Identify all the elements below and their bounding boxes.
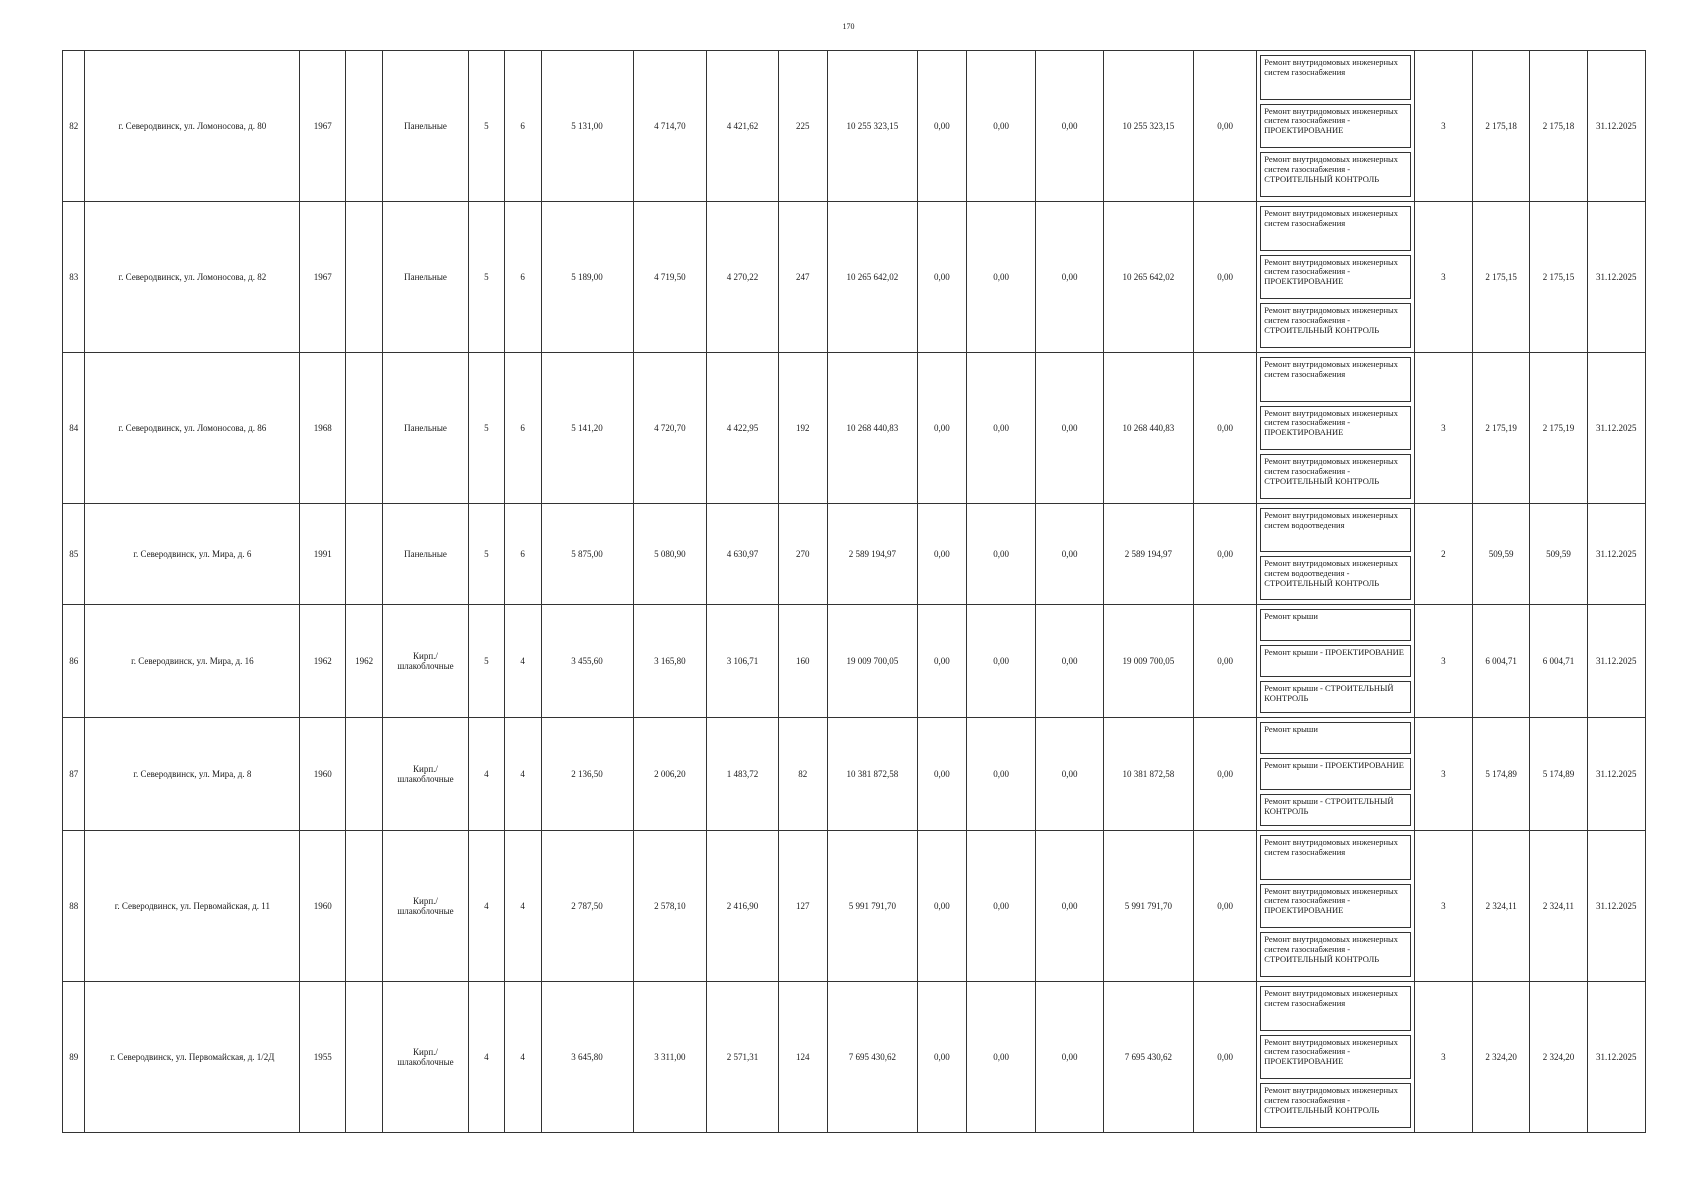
fund-other-cell: 0,00 xyxy=(1193,718,1256,831)
floors-cell: 5 xyxy=(468,504,504,605)
wall-material-cell: Панельные xyxy=(383,353,469,504)
work-item: Ремонт крыши - СТРОИТЕЛЬНЫЙ КОНТРОЛЬ xyxy=(1260,794,1410,826)
year-reconstruction-cell xyxy=(346,718,383,831)
address-cell: г. Северодвинск, ул. Мира, д. 16 xyxy=(85,605,300,718)
fund-owners-cell: 19 009 700,05 xyxy=(1103,605,1193,718)
table-row xyxy=(63,353,1646,504)
wall-material-cell: Кирп./шлакоблочные xyxy=(383,718,469,831)
cost-total-cell: 2 589 194,97 xyxy=(827,504,917,605)
work-item: Ремонт внутридомовых инженерных систем газоснабжения - ПРОЕКТИРОВАНИЕ xyxy=(1260,884,1410,929)
table-row xyxy=(63,718,1646,831)
area-premises-cell: 4 720,70 xyxy=(633,353,707,504)
work-item: Ремонт внутридомовых инженерных систем газоснабжения - ПРОЕКТИРОВАНИЕ xyxy=(1260,406,1410,451)
fund-other-cell: 0,00 xyxy=(1193,831,1256,982)
area-residential-cell: 4 270,22 xyxy=(707,202,779,353)
works-count-cell: 3 xyxy=(1414,202,1472,353)
floors-cell: 4 xyxy=(468,982,504,1133)
deadline-cell: 31.12.2025 xyxy=(1587,982,1645,1133)
fund-federal-cell: 0,00 xyxy=(917,51,966,202)
area-premises-cell: 3 165,80 xyxy=(633,605,707,718)
fund-federal-cell: 0,00 xyxy=(917,982,966,1133)
area-premises-cell: 2 578,10 xyxy=(633,831,707,982)
works-count-cell: 3 xyxy=(1414,51,1472,202)
work-item: Ремонт внутридомовых инженерных систем газоснабжения - СТРОИТЕЛЬНЫЙ КОНТРОЛЬ xyxy=(1260,1083,1410,1128)
work-item: Ремонт внутридомовых инженерных систем газоснабжения xyxy=(1260,986,1410,1031)
fund-local-cell: 0,00 xyxy=(1036,353,1103,504)
area-premises-cell: 4 714,70 xyxy=(633,51,707,202)
fund-federal-cell: 0,00 xyxy=(917,504,966,605)
works-count-cell: 3 xyxy=(1414,831,1472,982)
work-item: Ремонт внутридомовых инженерных систем газоснабжения xyxy=(1260,206,1410,251)
fund-federal-cell: 0,00 xyxy=(917,718,966,831)
address-cell: г. Северодвинск, ул. Мира, д. 6 xyxy=(85,504,300,605)
capital-repair-table xyxy=(62,50,1646,1133)
fund-owners-cell: 7 695 430,62 xyxy=(1103,982,1193,1133)
work-item: Ремонт внутридомовых инженерных систем газоснабжения - ПРОЕКТИРОВАНИЕ xyxy=(1260,1035,1410,1080)
table-row xyxy=(63,605,1646,718)
area-premises-cell: 5 080,90 xyxy=(633,504,707,605)
work-item: Ремонт внутридомовых инженерных систем газоснабжения xyxy=(1260,55,1410,100)
year-built-cell: 1967 xyxy=(300,51,346,202)
residents-cell: 127 xyxy=(778,831,827,982)
address-cell: г. Северодвинск, ул. Ломоносова, д. 82 xyxy=(85,202,300,353)
year-built-cell: 1955 xyxy=(300,982,346,1133)
unit-cost-cell: 6 004,71 xyxy=(1473,605,1530,718)
wall-material-cell: Панельные xyxy=(383,202,469,353)
works-count-cell: 3 xyxy=(1414,605,1472,718)
year-reconstruction-cell xyxy=(346,831,383,982)
fund-other-cell: 0,00 xyxy=(1193,51,1256,202)
cost-total-cell: 7 695 430,62 xyxy=(827,982,917,1133)
work-item: Ремонт крыши - ПРОЕКТИРОВАНИЕ xyxy=(1260,645,1410,677)
work-item: Ремонт внутридомовых инженерных систем газоснабжения xyxy=(1260,357,1410,402)
fund-federal-cell: 0,00 xyxy=(917,831,966,982)
floors-cell: 5 xyxy=(468,51,504,202)
floors-cell: 5 xyxy=(468,353,504,504)
work-item: Ремонт внутридомовых инженерных систем водоотведения xyxy=(1260,508,1410,552)
area-total-cell: 2 136,50 xyxy=(541,718,633,831)
fund-owners-cell: 10 381 872,58 xyxy=(1103,718,1193,831)
fund-other-cell: 0,00 xyxy=(1193,353,1256,504)
deadline-cell: 31.12.2025 xyxy=(1587,504,1645,605)
entrances-cell: 4 xyxy=(504,718,541,831)
entrances-cell: 4 xyxy=(504,982,541,1133)
work-list-cell xyxy=(1257,605,1414,718)
area-premises-cell: 4 719,50 xyxy=(633,202,707,353)
wall-material-cell: Кирп./шлакоблочные xyxy=(383,831,469,982)
fund-other-cell: 0,00 xyxy=(1193,605,1256,718)
fund-other-cell: 0,00 xyxy=(1193,504,1256,605)
fund-local-cell: 0,00 xyxy=(1036,202,1103,353)
row-number: 89 xyxy=(63,982,85,1133)
fund-regional-cell: 0,00 xyxy=(966,353,1036,504)
unit-cost-cell: 2 324,11 xyxy=(1473,831,1530,982)
work-list xyxy=(1260,355,1410,501)
fund-local-cell: 0,00 xyxy=(1036,982,1103,1133)
work-item: Ремонт крыши xyxy=(1260,609,1410,641)
area-premises-cell: 3 311,00 xyxy=(633,982,707,1133)
area-residential-cell: 2 416,90 xyxy=(707,831,779,982)
entrances-cell: 6 xyxy=(504,504,541,605)
year-built-cell: 1960 xyxy=(300,718,346,831)
fund-owners-cell: 10 268 440,83 xyxy=(1103,353,1193,504)
year-reconstruction-cell: 1962 xyxy=(346,605,383,718)
fund-regional-cell: 0,00 xyxy=(966,831,1036,982)
unit-cost-cell: 5 174,89 xyxy=(1473,718,1530,831)
work-item: Ремонт внутридомовых инженерных систем водоотведения - СТРОИТЕЛЬНЫЙ КОНТРОЛЬ xyxy=(1260,556,1410,600)
area-total-cell: 5 875,00 xyxy=(541,504,633,605)
work-item: Ремонт внутридомовых инженерных систем газоснабжения - СТРОИТЕЛЬНЫЙ КОНТРОЛЬ xyxy=(1260,152,1410,197)
row-number: 83 xyxy=(63,202,85,353)
max-unit-cost-cell: 2 175,18 xyxy=(1530,51,1587,202)
table-row xyxy=(63,982,1646,1133)
work-item: Ремонт внутридомовых инженерных систем газоснабжения xyxy=(1260,835,1410,880)
residents-cell: 124 xyxy=(778,982,827,1133)
max-unit-cost-cell: 5 174,89 xyxy=(1530,718,1587,831)
year-reconstruction-cell xyxy=(346,504,383,605)
unit-cost-cell: 2 175,15 xyxy=(1473,202,1530,353)
entrances-cell: 6 xyxy=(504,51,541,202)
residents-cell: 192 xyxy=(778,353,827,504)
work-list-cell xyxy=(1257,202,1414,353)
fund-owners-cell: 5 991 791,70 xyxy=(1103,831,1193,982)
unit-cost-cell: 2 175,18 xyxy=(1473,51,1530,202)
fund-federal-cell: 0,00 xyxy=(917,605,966,718)
max-unit-cost-cell: 2 175,19 xyxy=(1530,353,1587,504)
year-built-cell: 1962 xyxy=(300,605,346,718)
row-number: 84 xyxy=(63,353,85,504)
max-unit-cost-cell: 509,59 xyxy=(1530,504,1587,605)
table-row xyxy=(63,831,1646,982)
year-reconstruction-cell xyxy=(346,982,383,1133)
area-premises-cell: 2 006,20 xyxy=(633,718,707,831)
address-cell: г. Северодвинск, ул. Ломоносова, д. 86 xyxy=(85,353,300,504)
residents-cell: 160 xyxy=(778,605,827,718)
deadline-cell: 31.12.2025 xyxy=(1587,605,1645,718)
fund-federal-cell: 0,00 xyxy=(917,202,966,353)
work-item: Ремонт крыши - ПРОЕКТИРОВАНИЕ xyxy=(1260,758,1410,790)
work-list xyxy=(1260,607,1410,715)
works-count-cell: 3 xyxy=(1414,353,1472,504)
area-residential-cell: 3 106,71 xyxy=(707,605,779,718)
deadline-cell: 31.12.2025 xyxy=(1587,831,1645,982)
fund-regional-cell: 0,00 xyxy=(966,718,1036,831)
work-list-cell xyxy=(1257,504,1414,605)
work-list xyxy=(1260,204,1410,350)
works-count-cell: 3 xyxy=(1414,982,1472,1133)
page-number: 170 xyxy=(842,22,855,31)
year-built-cell: 1991 xyxy=(300,504,346,605)
fund-other-cell: 0,00 xyxy=(1193,982,1256,1133)
row-number: 86 xyxy=(63,605,85,718)
year-reconstruction-cell xyxy=(346,51,383,202)
work-item: Ремонт крыши xyxy=(1260,722,1410,754)
area-residential-cell: 4 630,97 xyxy=(707,504,779,605)
area-residential-cell: 4 421,62 xyxy=(707,51,779,202)
area-residential-cell: 2 571,31 xyxy=(707,982,779,1133)
fund-regional-cell: 0,00 xyxy=(966,605,1036,718)
unit-cost-cell: 2 175,19 xyxy=(1473,353,1530,504)
area-total-cell: 5 189,00 xyxy=(541,202,633,353)
fund-local-cell: 0,00 xyxy=(1036,51,1103,202)
floors-cell: 5 xyxy=(468,605,504,718)
work-item: Ремонт внутридомовых инженерных систем газоснабжения - ПРОЕКТИРОВАНИЕ xyxy=(1260,104,1410,149)
work-list-cell xyxy=(1257,982,1414,1133)
year-built-cell: 1967 xyxy=(300,202,346,353)
unit-cost-cell: 2 324,20 xyxy=(1473,982,1530,1133)
address-cell: г. Северодвинск, ул. Первомайская, д. 11 xyxy=(85,831,300,982)
fund-other-cell: 0,00 xyxy=(1193,202,1256,353)
cost-total-cell: 10 268 440,83 xyxy=(827,353,917,504)
fund-local-cell: 0,00 xyxy=(1036,718,1103,831)
residents-cell: 82 xyxy=(778,718,827,831)
residents-cell: 225 xyxy=(778,51,827,202)
fund-owners-cell: 2 589 194,97 xyxy=(1103,504,1193,605)
wall-material-cell: Панельные xyxy=(383,504,469,605)
year-reconstruction-cell xyxy=(346,202,383,353)
row-number: 88 xyxy=(63,831,85,982)
table-row xyxy=(63,504,1646,605)
work-item: Ремонт внутридомовых инженерных систем газоснабжения - СТРОИТЕЛЬНЫЙ КОНТРОЛЬ xyxy=(1260,454,1410,499)
deadline-cell: 31.12.2025 xyxy=(1587,51,1645,202)
cost-total-cell: 19 009 700,05 xyxy=(827,605,917,718)
area-total-cell: 5 131,00 xyxy=(541,51,633,202)
year-built-cell: 1960 xyxy=(300,831,346,982)
table-row xyxy=(63,202,1646,353)
address-cell: г. Северодвинск, ул. Мира, д. 8 xyxy=(85,718,300,831)
wall-material-cell: Кирп./шлакоблочные xyxy=(383,982,469,1133)
area-total-cell: 2 787,50 xyxy=(541,831,633,982)
max-unit-cost-cell: 2 324,20 xyxy=(1530,982,1587,1133)
fund-regional-cell: 0,00 xyxy=(966,51,1036,202)
fund-owners-cell: 10 265 642,02 xyxy=(1103,202,1193,353)
fund-local-cell: 0,00 xyxy=(1036,504,1103,605)
work-list-cell xyxy=(1257,718,1414,831)
work-list xyxy=(1260,833,1410,979)
fund-federal-cell: 0,00 xyxy=(917,353,966,504)
work-list xyxy=(1260,720,1410,828)
address-cell: г. Северодвинск, ул. Первомайская, д. 1/2Д xyxy=(85,982,300,1133)
work-item: Ремонт внутридомовых инженерных систем газоснабжения - СТРОИТЕЛЬНЫЙ КОНТРОЛЬ xyxy=(1260,303,1410,348)
fund-regional-cell: 0,00 xyxy=(966,982,1036,1133)
work-list xyxy=(1260,506,1410,602)
fund-local-cell: 0,00 xyxy=(1036,605,1103,718)
work-item: Ремонт внутридомовых инженерных систем газоснабжения - СТРОИТЕЛЬНЫЙ КОНТРОЛЬ xyxy=(1260,932,1410,977)
fund-regional-cell: 0,00 xyxy=(966,504,1036,605)
max-unit-cost-cell: 6 004,71 xyxy=(1530,605,1587,718)
entrances-cell: 6 xyxy=(504,202,541,353)
work-list xyxy=(1260,53,1410,199)
area-total-cell: 5 141,20 xyxy=(541,353,633,504)
address-cell: г. Северодвинск, ул. Ломоносова, д. 80 xyxy=(85,51,300,202)
residents-cell: 270 xyxy=(778,504,827,605)
max-unit-cost-cell: 2 175,15 xyxy=(1530,202,1587,353)
work-list-cell xyxy=(1257,831,1414,982)
floors-cell: 4 xyxy=(468,831,504,982)
residents-cell: 247 xyxy=(778,202,827,353)
work-item: Ремонт внутридомовых инженерных систем газоснабжения - ПРОЕКТИРОВАНИЕ xyxy=(1260,255,1410,300)
deadline-cell: 31.12.2025 xyxy=(1587,353,1645,504)
row-number: 82 xyxy=(63,51,85,202)
work-list-cell xyxy=(1257,353,1414,504)
unit-cost-cell: 509,59 xyxy=(1473,504,1530,605)
cost-total-cell: 10 265 642,02 xyxy=(827,202,917,353)
floors-cell: 5 xyxy=(468,202,504,353)
wall-material-cell: Кирп./шлакоблочные xyxy=(383,605,469,718)
area-residential-cell: 1 483,72 xyxy=(707,718,779,831)
works-count-cell: 2 xyxy=(1414,504,1472,605)
fund-regional-cell: 0,00 xyxy=(966,202,1036,353)
cost-total-cell: 5 991 791,70 xyxy=(827,831,917,982)
cost-total-cell: 10 255 323,15 xyxy=(827,51,917,202)
fund-local-cell: 0,00 xyxy=(1036,831,1103,982)
area-total-cell: 3 455,60 xyxy=(541,605,633,718)
row-number: 85 xyxy=(63,504,85,605)
deadline-cell: 31.12.2025 xyxy=(1587,202,1645,353)
work-list xyxy=(1260,984,1410,1130)
entrances-cell: 4 xyxy=(504,831,541,982)
wall-material-cell: Панельные xyxy=(383,51,469,202)
work-list-cell xyxy=(1257,51,1414,202)
floors-cell: 4 xyxy=(468,718,504,831)
area-residential-cell: 4 422,95 xyxy=(707,353,779,504)
row-number: 87 xyxy=(63,718,85,831)
deadline-cell: 31.12.2025 xyxy=(1587,718,1645,831)
cost-total-cell: 10 381 872,58 xyxy=(827,718,917,831)
max-unit-cost-cell: 2 324,11 xyxy=(1530,831,1587,982)
work-item: Ремонт крыши - СТРОИТЕЛЬНЫЙ КОНТРОЛЬ xyxy=(1260,681,1410,713)
entrances-cell: 4 xyxy=(504,605,541,718)
area-total-cell: 3 645,80 xyxy=(541,982,633,1133)
year-reconstruction-cell xyxy=(346,353,383,504)
year-built-cell: 1968 xyxy=(300,353,346,504)
entrances-cell: 6 xyxy=(504,353,541,504)
works-count-cell: 3 xyxy=(1414,718,1472,831)
fund-owners-cell: 10 255 323,15 xyxy=(1103,51,1193,202)
table-row xyxy=(63,51,1646,202)
